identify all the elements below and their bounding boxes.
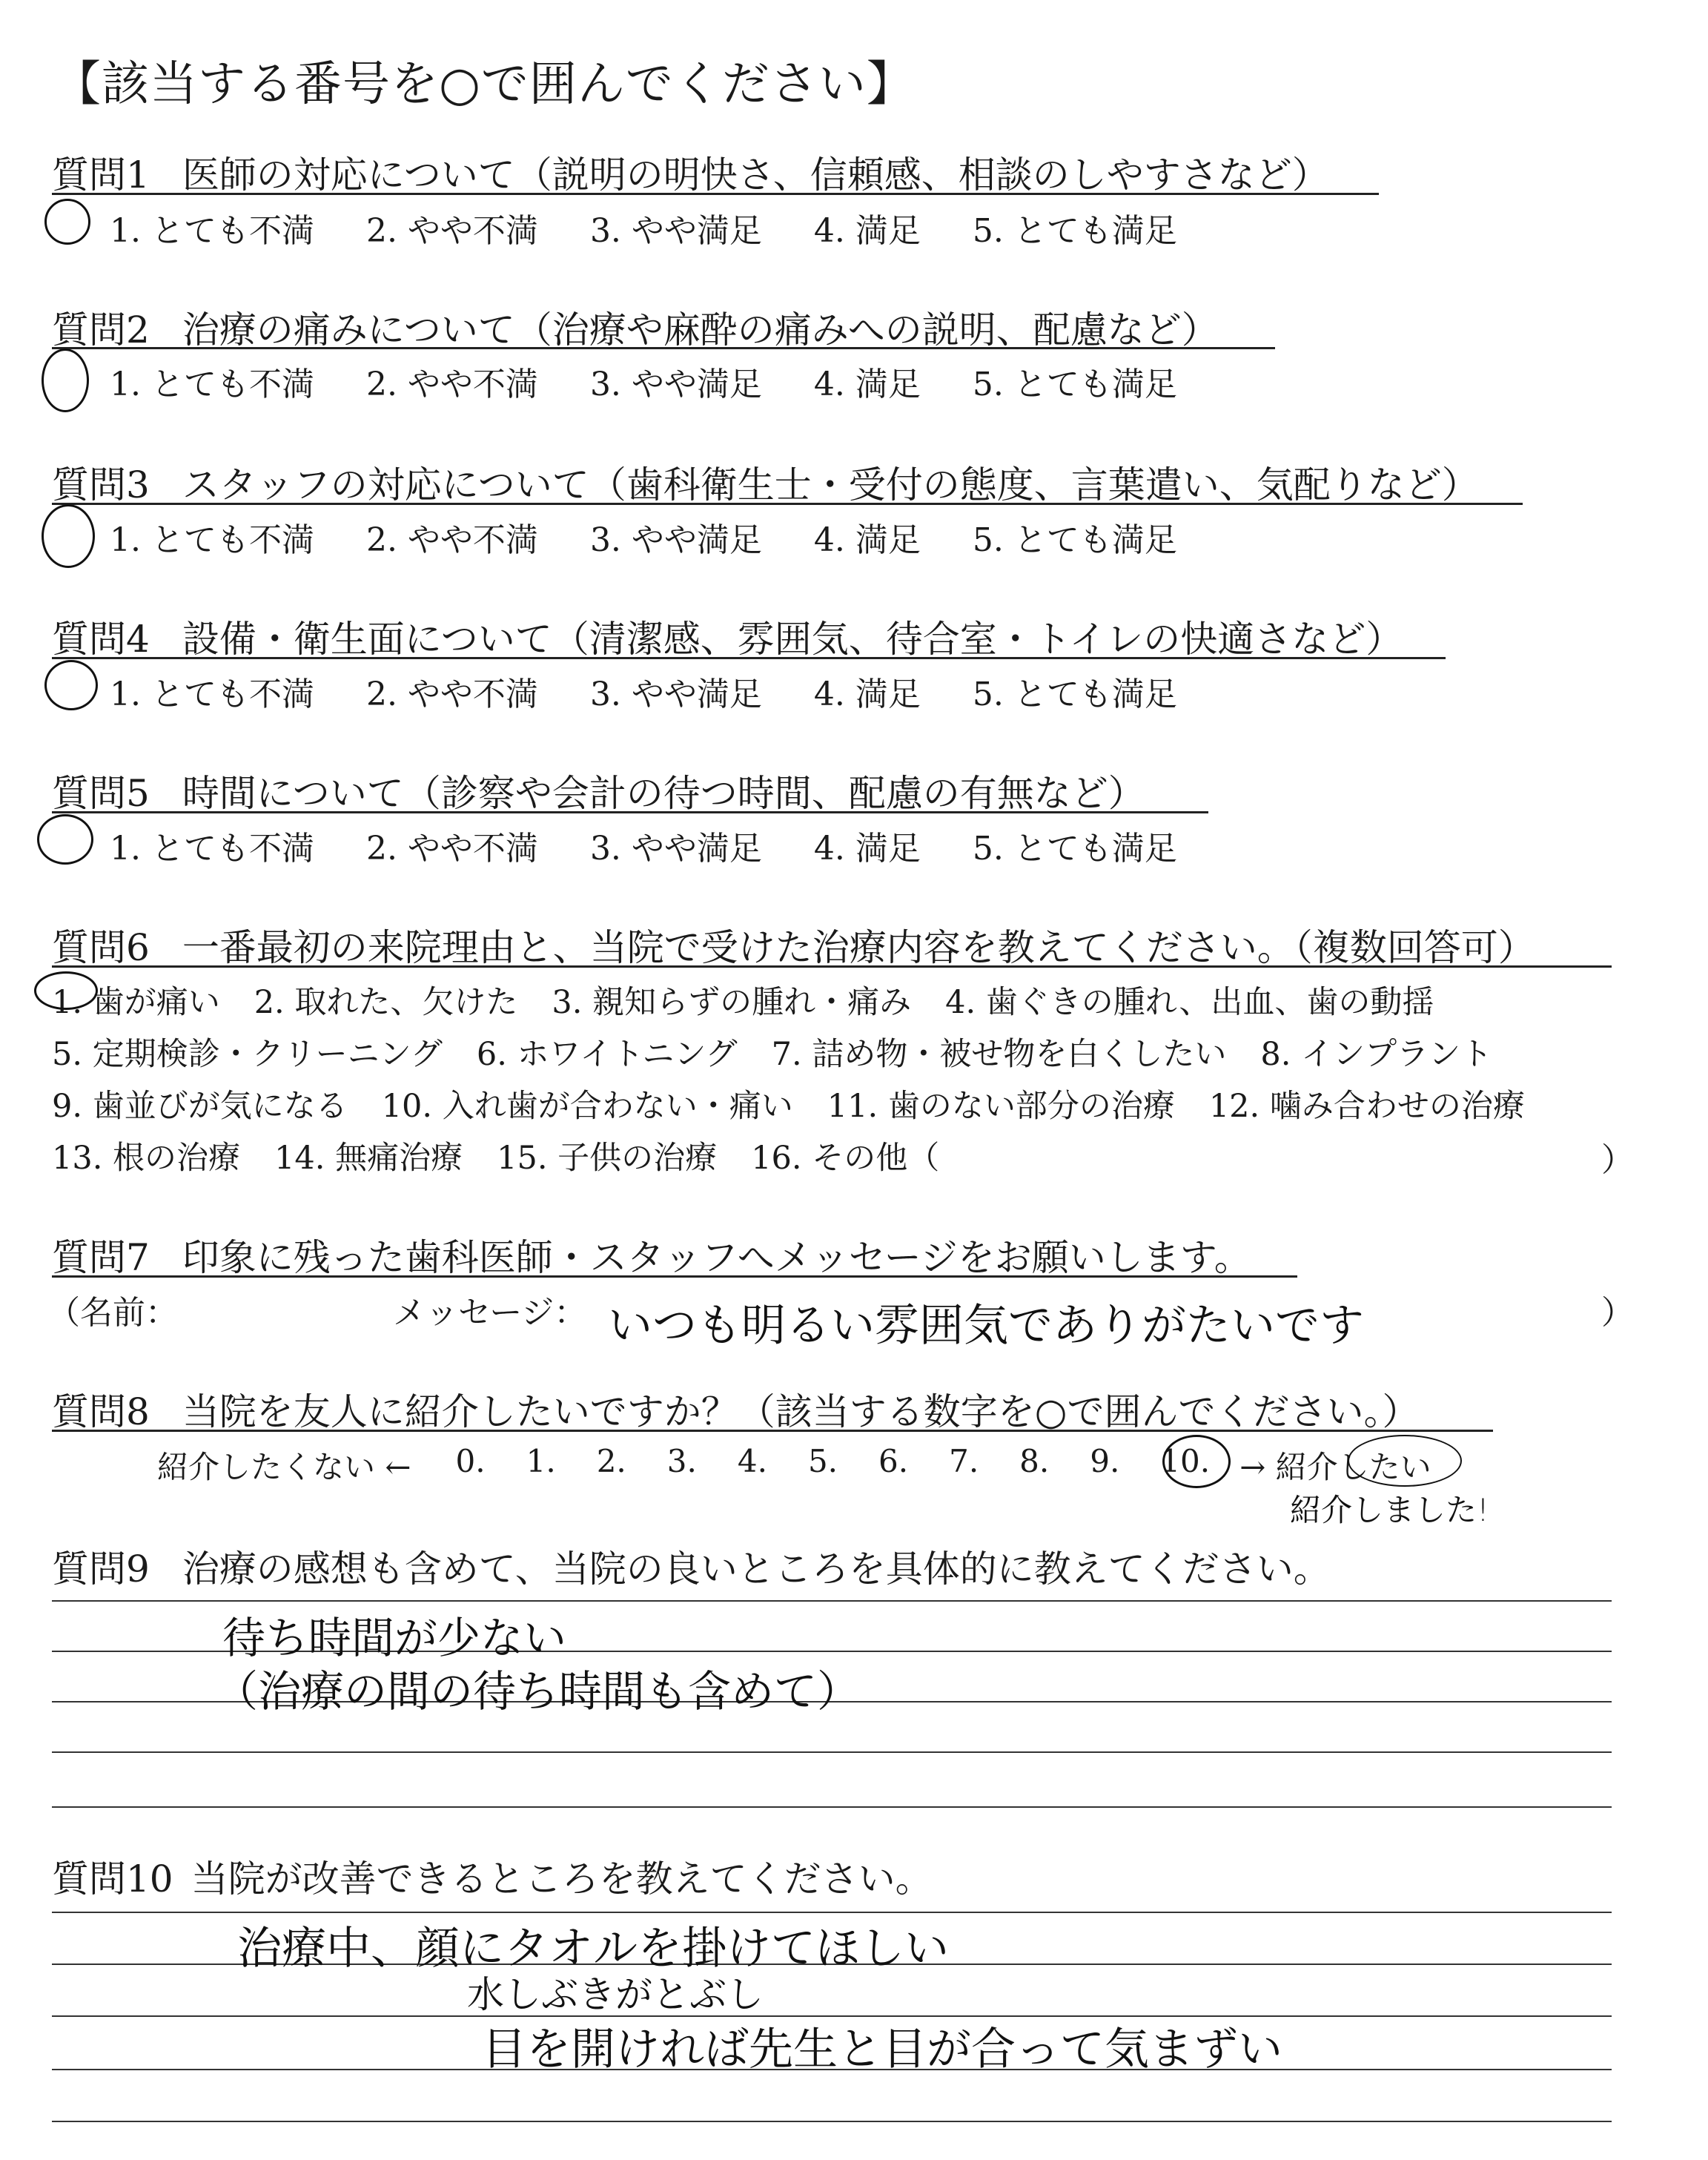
question-9-heading <box>52 1539 1331 1593</box>
question-8-underline <box>52 1430 1493 1432</box>
reason-option[interactable]: 6. ホワイトニング <box>476 1036 738 1073</box>
reason-option[interactable]: 9. 歯並びが気になる <box>52 1088 348 1125</box>
question-6-row-3 <box>52 1081 1559 1126</box>
question-1-options <box>110 204 1229 251</box>
answer-line <box>52 2121 1612 2122</box>
selection-circle-q3 <box>42 504 95 568</box>
selection-circle-q2 <box>42 349 89 412</box>
question-1-text: 医師の対応について（説明の明快さ、信頼感、相談のしやすさなど） <box>182 153 1329 196</box>
reason-option[interactable]: 13. 根の治療 <box>52 1140 241 1177</box>
option-5[interactable]: 5. とても満足 <box>972 830 1177 868</box>
reason-option[interactable]: 1. 歯が痛い <box>52 984 220 1021</box>
option-4[interactable]: 4. 満足 <box>813 212 921 250</box>
question-9-text: 治療の感想も含めて、当院の良いところを具体的に教えてください。 <box>182 1548 1331 1591</box>
reason-option[interactable]: 3. 親知らずの腫れ・痛み <box>552 984 912 1021</box>
question-3-label: 質問3 <box>52 463 150 506</box>
q10-answer-line-3: 目を開ければ先生と目が合って気まずい <box>482 2024 1282 2075</box>
question-5-underline <box>52 811 1208 813</box>
question-3-underline <box>52 503 1523 505</box>
reason-option[interactable]: 16. その他（ <box>751 1140 940 1177</box>
scale-option[interactable]: 4. <box>737 1443 767 1479</box>
answer-line <box>52 1600 1612 1602</box>
scale-option[interactable]: 10. <box>1160 1443 1211 1479</box>
option-1[interactable]: 1. とても不満 <box>110 676 314 713</box>
answer-line <box>52 1806 1612 1808</box>
selection-circle-recommend <box>1348 1435 1462 1487</box>
selection-circle-q8 <box>1162 1435 1231 1488</box>
option-2[interactable]: 2. やや不満 <box>365 830 538 868</box>
option-5[interactable]: 5. とても満足 <box>972 676 1177 713</box>
question-4-options <box>110 667 1229 715</box>
question-6-row-1 <box>52 977 1468 1023</box>
option-3[interactable]: 3. やや満足 <box>589 830 762 868</box>
question-10-label: 質問10 <box>52 1857 173 1900</box>
selection-circle-q6 <box>34 971 98 1010</box>
question-9-label: 質問9 <box>52 1548 150 1591</box>
question-2-options <box>110 357 1229 405</box>
name-label: （名前： <box>47 1294 178 1332</box>
reason-option[interactable]: 11. 歯のない部分の治療 <box>827 1088 1175 1125</box>
question-7-heading <box>52 1228 1251 1281</box>
scale-option[interactable]: 9. <box>1090 1443 1120 1479</box>
question-10-heading <box>52 1849 933 1903</box>
reason-option[interactable]: 12. 噛み合わせの治療 <box>1208 1088 1525 1125</box>
scale-option[interactable]: 5. <box>807 1443 838 1479</box>
option-1[interactable]: 1. とても不満 <box>110 212 314 250</box>
option-3[interactable]: 3. やや満足 <box>589 366 762 403</box>
scale-option[interactable]: 0. <box>455 1443 486 1479</box>
selection-circle-q5 <box>37 814 93 865</box>
option-1[interactable]: 1. とても不満 <box>110 830 314 868</box>
reason-option[interactable]: 8. インプラント <box>1260 1036 1493 1073</box>
option-2[interactable]: 2. やや不満 <box>365 676 538 713</box>
question-1-heading <box>52 145 1329 199</box>
question-10-text: 当院が改善できるところを教えてください。 <box>191 1857 933 1900</box>
scale-right-label: → 紹介したい <box>1239 1449 1431 1485</box>
question-5-heading <box>52 764 1145 817</box>
option-1[interactable]: 1. とても不満 <box>110 521 314 559</box>
question-8-text: 当院を友人に紹介したいですか？（該当する数字を○で囲んでください。） <box>182 1390 1420 1433</box>
option-4[interactable]: 4. 満足 <box>813 521 921 559</box>
option-2[interactable]: 2. やや不満 <box>365 521 538 559</box>
option-3[interactable]: 3. やや満足 <box>589 212 762 250</box>
recommend-handwritten-note: 紹介しました! <box>1290 1492 1489 1528</box>
option-4[interactable]: 4. 満足 <box>813 366 921 403</box>
option-1[interactable]: 1. とても不満 <box>110 366 314 403</box>
reason-option[interactable]: 7. 詰め物・被せ物を白くしたい <box>771 1036 1227 1073</box>
option-2[interactable]: 2. やや不満 <box>365 212 538 250</box>
selection-circle-q1 <box>44 199 90 245</box>
question-6-label: 質問6 <box>52 926 150 969</box>
question-8-label: 質問8 <box>52 1390 150 1433</box>
scale-option[interactable]: 3. <box>666 1443 697 1479</box>
q9-answer-line-1: 待ち時間が少ない <box>222 1613 567 1663</box>
question-3-text: スタッフの対応について（歯科衛生士・受付の態度、言葉遣い、気配りなど） <box>182 463 1479 506</box>
question-5-label: 質問5 <box>52 772 150 815</box>
option-3[interactable]: 3. やや満足 <box>589 676 762 713</box>
form-title: 【該当する番号を○で囲んでください】 <box>53 57 915 112</box>
option-5[interactable]: 5. とても満足 <box>972 366 1177 403</box>
question-3-options <box>110 513 1229 561</box>
other-close-paren: ） <box>1601 1141 1634 1179</box>
option-2[interactable]: 2. やや不満 <box>365 366 538 403</box>
option-5[interactable]: 5. とても満足 <box>972 521 1177 559</box>
message-handwritten: いつも明るい雰囲気でありがたいです <box>608 1300 1364 1352</box>
question-2-heading <box>52 300 1219 354</box>
option-4[interactable]: 4. 満足 <box>813 830 921 868</box>
question-7-text: 印象に残った歯科医師・スタッフへメッセージをお願いします。 <box>182 1236 1251 1279</box>
question-7-label: 質問7 <box>52 1236 150 1279</box>
scale-option[interactable]: 8. <box>1019 1443 1050 1479</box>
question-7-underline <box>52 1275 1297 1278</box>
q9-answer-line-2: （治療の間の待ち時間も含めて） <box>215 1666 861 1717</box>
question-4-label: 質問4 <box>52 618 150 661</box>
question-2-text: 治療の痛みについて（治療や麻酔の痛みへの説明、配慮など） <box>182 308 1219 351</box>
reason-option[interactable]: 5. 定期検診・クリーニング <box>52 1036 443 1073</box>
q10-answer-line-1: 治療中、顔にタオルを掛けてほしい <box>237 1923 949 1975</box>
reason-option[interactable]: 10. 入れ歯が合わない・痛い <box>381 1088 793 1125</box>
scale-option[interactable]: 7. <box>949 1443 979 1479</box>
q10-answer-line-2: 水しぶきがとぶし <box>467 1973 764 2016</box>
reason-option[interactable]: 4. 歯ぐきの腫れ、出血、歯の動揺 <box>945 984 1434 1021</box>
question-4-heading <box>52 610 1403 663</box>
selection-circle-q4 <box>44 660 98 710</box>
question-1-underline <box>52 193 1379 195</box>
scale-option[interactable]: 1. <box>526 1443 556 1479</box>
question-6-text: 一番最初の来院理由と、当院で受けた治療内容を教えてください。（複数回答可） <box>182 926 1535 969</box>
option-3[interactable]: 3. やや満足 <box>589 521 762 559</box>
message-label: メッセージ： <box>393 1294 587 1332</box>
message-close-paren: ） <box>1601 1294 1634 1332</box>
question-2-label: 質問2 <box>52 308 150 351</box>
question-6-row-2 <box>52 1029 1526 1074</box>
question-1-label: 質問1 <box>52 153 150 196</box>
question-6-underline <box>52 965 1612 968</box>
question-8-heading <box>52 1382 1419 1436</box>
answer-line <box>52 1751 1612 1753</box>
question-4-text: 設備・衛生面について（清潔感、雰囲気、待合室・トイレの快適さなど） <box>182 618 1403 661</box>
option-5[interactable]: 5. とても満足 <box>972 212 1177 250</box>
question-5-text: 時間について（診察や会計の待つ時間、配慮の有無など） <box>182 772 1145 815</box>
scale-option[interactable]: 2. <box>596 1443 626 1479</box>
reason-option[interactable]: 14. 無痛治療 <box>274 1140 463 1177</box>
question-5-options <box>110 822 1229 869</box>
reason-option[interactable]: 15. 子供の治療 <box>497 1140 718 1177</box>
scale-option[interactable]: 6. <box>878 1443 909 1479</box>
question-6-heading <box>52 918 1535 971</box>
recommend-scale <box>157 1443 1472 1487</box>
question-3-heading <box>52 455 1479 509</box>
option-4[interactable]: 4. 満足 <box>813 676 921 713</box>
question-6-row-4 <box>52 1133 973 1178</box>
question-2-underline <box>52 347 1275 349</box>
question-4-underline <box>52 657 1446 659</box>
scale-left-label: 紹介したくない ← <box>157 1449 411 1485</box>
reason-option[interactable]: 2. 取れた、欠けた <box>254 984 518 1021</box>
